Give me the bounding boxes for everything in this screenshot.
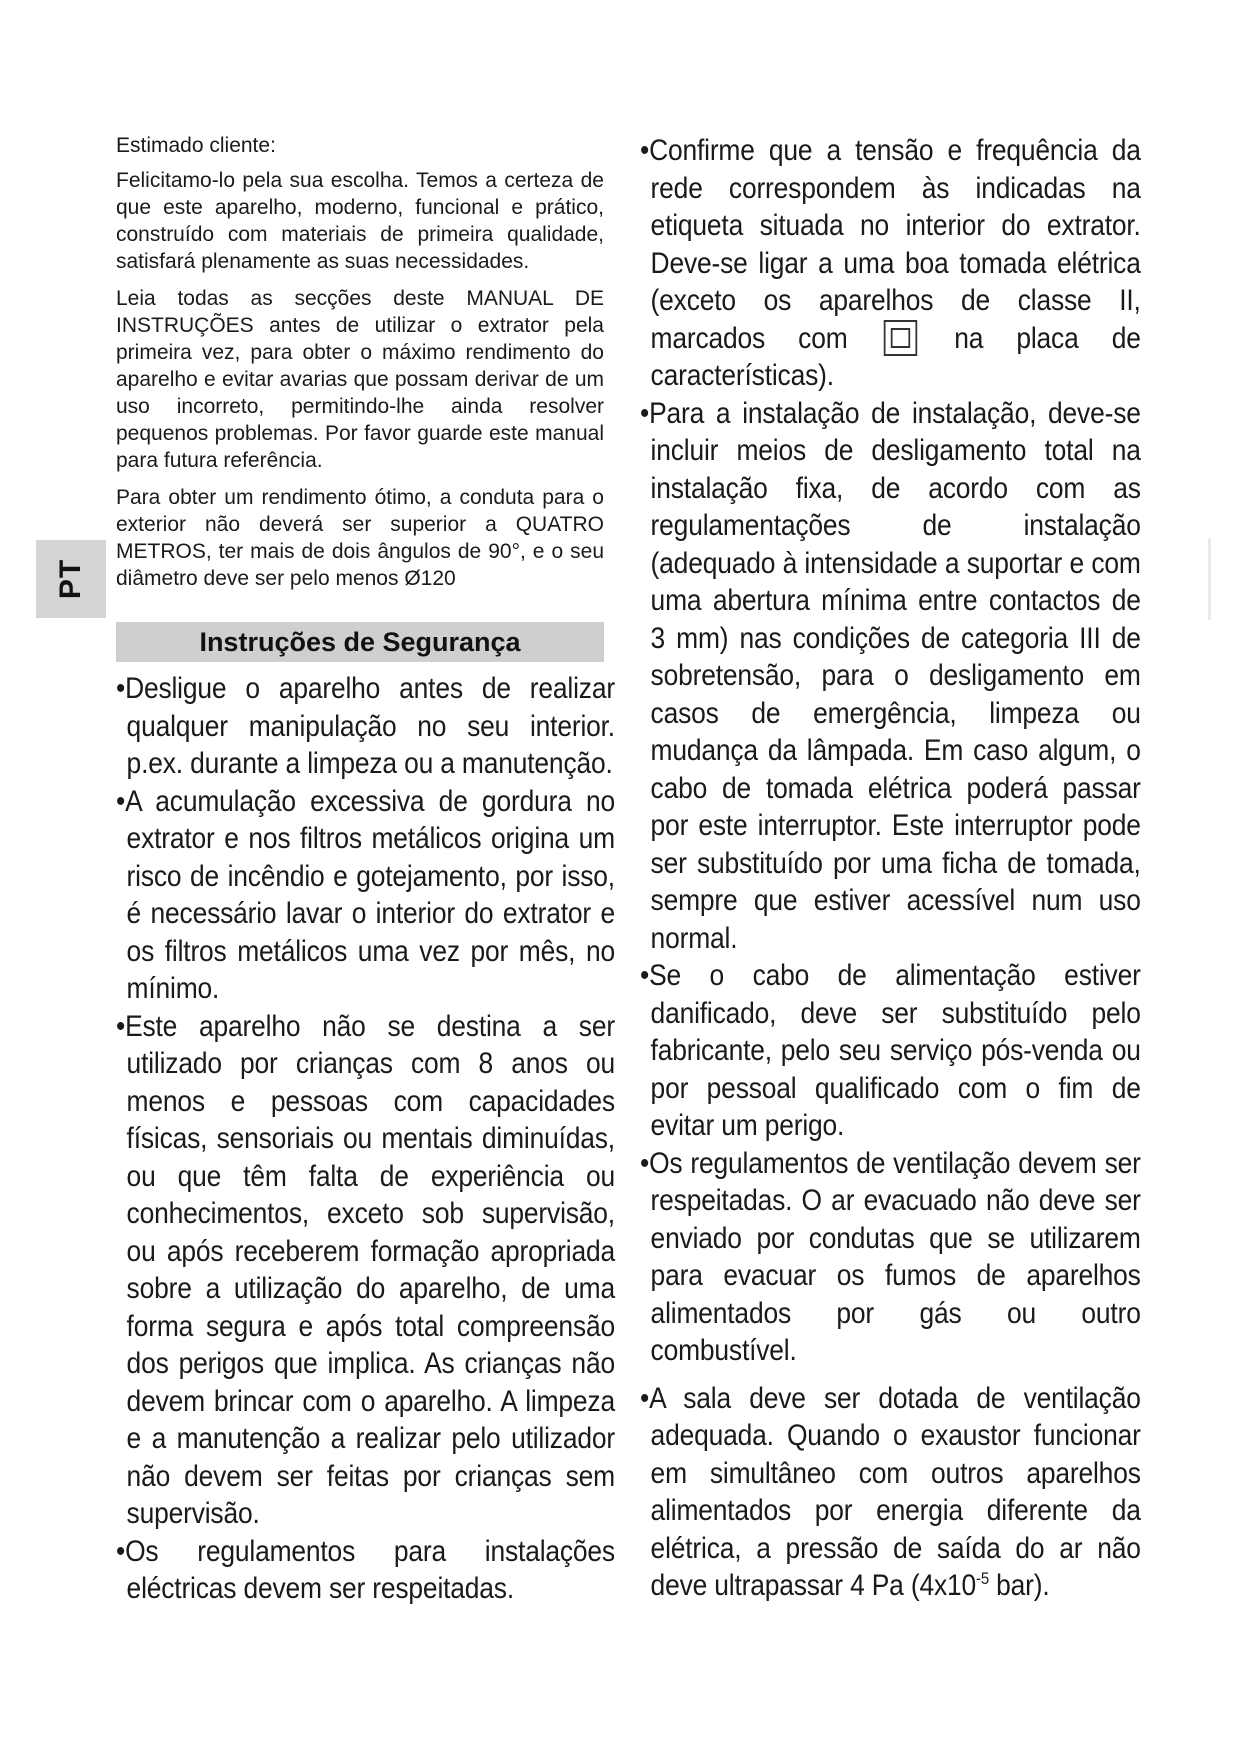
safety-item-text: •Confirme que a tensão e frequência da rede correspondem às indicadas na etiqueta situada no interior do extrator. Deve-se ligar a uma boa tomada elétrica (exceto os aparelhos de classe II, marcados com: [640, 134, 1141, 355]
safety-item: •Os regulamentos para instalações eléctricas devem ser respeitadas.: [116, 1534, 615, 1605]
safety-item: •Se o cabo de alimentação estiver danificado, deve ser substituído pelo fabricante, pelo seu serviço pós-venda ou por pessoal qualificado com o fim de evitar um perigo.: [640, 959, 1141, 1142]
safety-item: •A acumulação excessiva de gordura no extrator e nos filtros metálicos origina um risco de incêndio e gotejamento, por isso, é necessário lavar o interior do extrator e os filtros metálicos uma vez por mês, no mínimo.: [116, 784, 615, 1005]
left-column: [116, 132, 615, 1608]
intro-paragraph-2: Leia todas as secções deste MANUAL DE INSTRUÇÕES antes de utilizar o extrator pela primeira vez, para obter o máximo rendimento do aparelho e evitar avarias que possam derivar de um uso incorreto, permitindo-lhe ainda resolver pequenos problemas. Por favor guarde este manual para futura referência.: [116, 287, 604, 472]
section-heading-text: Instruções de Segurança: [199, 626, 521, 657]
safety-item: •Para a instalação de instalação, deve-se incluir meios de desligamento total na instalação fixa, de acordo com as regulamentações de instalação (adequado à intensidade a suportar e com uma abertura mínima entre contactos de 3 mm) nas condições de categoria III de sobretensão, para o desligamento em casos de emergência, limpeza ou mudança da lâmpada. Em caso algum, o cabo de tomada elétrica poderá passar por este interruptor. Este interruptor pode ser substituído por uma ficha de tomada, sempre que estiver acessível num uso normal.: [640, 396, 1141, 955]
right-column: [640, 132, 1141, 1605]
safety-item: •Os regulamentos de ventilação devem ser respeitadas. O ar evacuado não deve ser enviado por condutas que se utilizarem para evacuar os fumos de aparelhos alimentados por gás ou outro combustível.: [640, 1146, 1141, 1367]
safety-item-text-cont: na placa de características).: [650, 321, 1141, 392]
greeting: Estimado cliente:: [116, 134, 276, 157]
safety-item: •Este aparelho não se destina a ser utilizado por crianças com 8 anos ou menos e pessoas com capacidades físicas, sensoriais ou mentais diminuídas, ou que têm falta de experiência ou conhecimentos, exceto sob supervisão, ou após receberem formação apropriada sobre a utilização do aparelho, de uma forma segura e após total compreensão dos perigos que implica. As crianças não devem brincar com o aparelho. A limpeza e a manutenção a realizar pelo utilizador não devem ser feitas por crianças sem supervisão.: [116, 1009, 615, 1530]
intro-paragraph-1: Felicitamo-lo pela sua escolha. Temos a certeza de que este aparelho, moderno, funcional e prático, construído com materiais de primeira qualidade, satisfará plenamente as suas necessidades.: [116, 169, 604, 273]
page-edge-mark: [1208, 538, 1211, 620]
safety-item: [640, 132, 1141, 395]
exponent: -5: [976, 1569, 989, 1588]
language-tab-label: PT: [54, 558, 87, 600]
safety-item: •Desligue o aparelho antes de realizar qualquer manipulação no seu interior. p.ex. durante a limpeza ou a manutenção.: [116, 672, 615, 780]
safety-item: [640, 1380, 1141, 1605]
section-heading: [116, 622, 604, 662]
safety-item-text-cont: bar).: [988, 1569, 1050, 1602]
intro-paragraph-3: Para obter um rendimento ótimo, a conduta para o exterior não deverá ser superior a QUATRO METROS, ter mais de dois ângulos de 90°, e o seu diâmetro deve ser pelo menos Ø120: [116, 486, 604, 590]
class-ii-double-square-icon: [884, 320, 917, 356]
safety-item-text: •A sala deve ser dotada de ventilação adequada. Quando o exaustor funcionar em simultâneo com outros aparelhos alimentados por energia diferente da elétrica, a pressão de saída do ar não deve ultrapassar 4 Pa (4x10: [640, 1381, 1141, 1602]
language-tab: [36, 540, 106, 618]
